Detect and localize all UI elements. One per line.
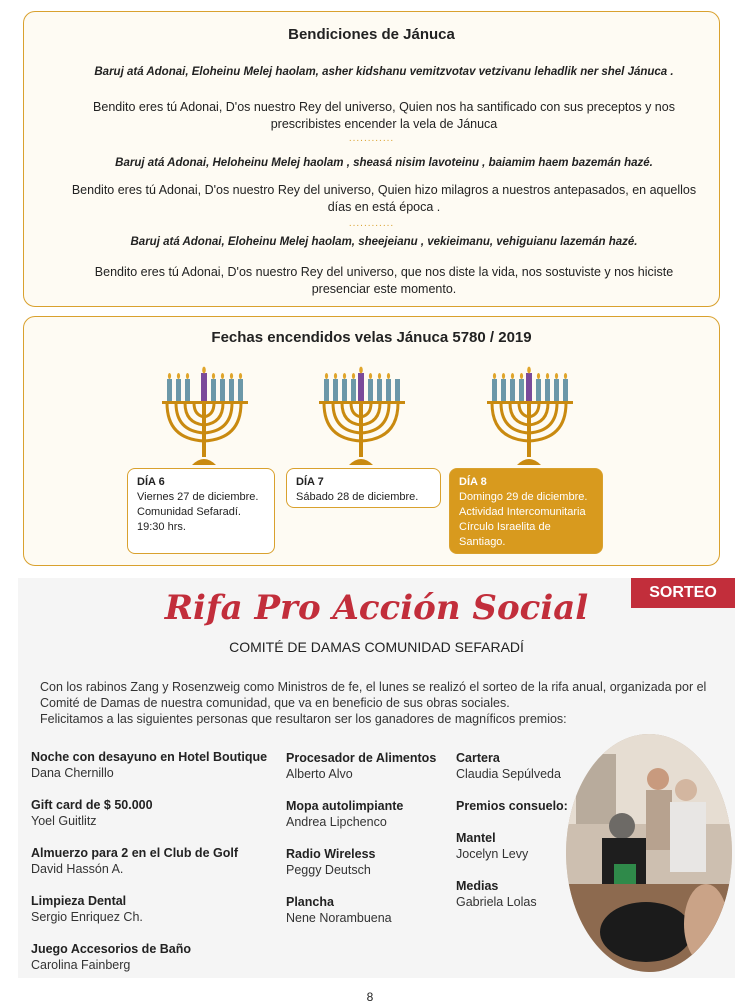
prize-winner: Alberto Alvo — [286, 767, 353, 781]
day-card-7 — [286, 468, 441, 508]
prize-name: Procesador de Alimentos — [286, 751, 437, 765]
event-photo — [566, 734, 732, 972]
menorah-icon — [319, 365, 405, 471]
prize-item — [286, 750, 456, 782]
separator-1: ............ — [348, 133, 395, 144]
prize-winner: Jocelyn Levy — [456, 847, 529, 861]
event-photo-illustration — [566, 734, 732, 972]
sorteo-badge: SORTEO — [631, 578, 735, 608]
day-line: Sábado 28 de diciembre. — [296, 491, 419, 503]
prize-item — [31, 749, 281, 781]
day-line: Círculo Israelita de — [459, 521, 551, 533]
intro-paragraph: Con los rabinos Zang y Rosenzweig como Ministros de fe, el lunes se realizó el sorteo de la rifa anual, organizada por el Comité de Damas de nuestra comunidad, que va en beneficio de sus obras sociales. — [40, 680, 707, 710]
blessing-1-spanish: Bendito eres tú Adonai, D'os nuestro Rey del universo, Quien nos ha santificado con sus preceptos y nos prescribistes encender la vela de Jánuca — [93, 100, 675, 131]
prize-name: Medias — [456, 879, 499, 893]
prize-item — [286, 798, 456, 830]
prize-winner: Yoel Guitlitz — [31, 814, 97, 828]
prize-item — [456, 878, 576, 910]
prize-item — [286, 846, 456, 878]
prize-winner: Dana Chernillo — [31, 766, 114, 780]
prize-name: Almuerzo para 2 en el Club de Golf — [31, 846, 238, 860]
prize-name: Mantel — [456, 831, 496, 845]
dates-title: Fechas encendidos velas Jánuca 5780 / 2019 — [211, 329, 532, 346]
prize-column-3 — [456, 750, 576, 926]
prize-winner: Claudia Sepúlveda — [456, 767, 561, 781]
intro-paragraph: Felicitamos a las siguientes personas que resultaron ser los ganadores de magníficos premios: — [40, 712, 567, 726]
prize-winner: Carolina Fainberg — [31, 958, 131, 972]
prize-name: Limpieza Dental — [31, 894, 127, 908]
blessings-box — [23, 11, 720, 307]
day-label: DÍA 7 — [296, 476, 324, 488]
menorah-icon — [162, 365, 248, 471]
prize-item — [31, 845, 281, 877]
blessing-2-spanish: Bendito eres tú Adonai, D'os nuestro Rey del universo, Quien hizo milagros a nuestros antepasados, en aquellos días en está época . — [71, 183, 697, 214]
day-line: Santiago. — [459, 536, 506, 548]
consolation-label: Premios consuelo: — [456, 799, 568, 813]
raffle-subtitle: COMITÉ DE DAMAS COMUNIDAD SEFARADÍ — [229, 639, 524, 655]
blessing-3-spanish: Bendito eres tú Adonai, D'os nuestro Rey del universo, que nos diste la vida, nos sostuviste y nos hiciste presenciar este momento. — [94, 265, 674, 296]
dates-box — [23, 316, 720, 566]
day-line: Actividad Intercomunitaria — [459, 506, 586, 518]
prize-winner: Gabriela Lolas — [456, 895, 537, 909]
day-label: DÍA 6 — [137, 476, 165, 488]
prize-name: Juego Accesorios de Baño — [31, 942, 191, 956]
day-line: Viernes 27 de diciembre. — [137, 491, 259, 503]
day-line: Comunidad Sefaradí. — [137, 506, 241, 518]
blessing-2-hebrew: Baruj atá Adonai, Heloheinu Melej haolam , sheasá nisim lavoteinu , baiamim haem bazemán hazé. — [115, 157, 653, 169]
day-line: Domingo 29 de diciembre. — [459, 491, 588, 503]
prize-name: Mopa autolimpiante — [286, 799, 404, 813]
prize-name: Gift card de $ 50.000 — [31, 798, 153, 812]
prize-name: Noche con desayuno en Hotel Boutique — [31, 750, 268, 764]
day-label: DÍA 8 — [459, 476, 487, 488]
day-card-8 — [449, 468, 603, 554]
day-line: 19:30 hrs. — [137, 521, 186, 533]
raffle-intro — [40, 679, 720, 727]
prize-item — [31, 893, 281, 925]
prize-column-1 — [31, 749, 281, 989]
menorah-icon — [487, 365, 573, 471]
prize-column-2 — [286, 750, 456, 942]
blessing-3-hebrew: Baruj atá Adonai, Eloheinu Melej haolam, sheejeianu , vekieimanu, vehiguianu lazemán hazé. — [130, 236, 638, 248]
separator-2: ............ — [348, 218, 395, 229]
prize-item — [31, 941, 281, 973]
prize-item — [456, 750, 576, 782]
prize-name: Radio Wireless — [286, 847, 376, 861]
prize-item — [31, 797, 281, 829]
prize-winner: Andrea Lipchenco — [286, 815, 387, 829]
prize-name: Cartera — [456, 751, 500, 765]
prize-winner: Peggy Deutsch — [286, 863, 371, 877]
prize-name: Plancha — [286, 895, 334, 909]
prize-winner: David Hassón A. — [31, 862, 124, 876]
blessings-title: Bendiciones de Jánuca — [288, 26, 455, 43]
consolation-heading — [456, 798, 576, 814]
prize-item — [286, 894, 456, 926]
blessing-1-hebrew: Baruj atá Adonai, Eloheinu Melej haolam, asher kidshanu vemitzvotav vetzivanu lehadlik ner shel Jánuca . — [94, 66, 674, 78]
page-number: 8 — [366, 990, 374, 1004]
raffle-title: Rifa Pro Acción Social — [164, 588, 589, 628]
prize-winner: Nene Norambuena — [286, 911, 392, 925]
prize-winner: Sergio Enriquez Ch. — [31, 910, 143, 924]
day-card-6 — [127, 468, 275, 554]
prize-item — [456, 830, 576, 862]
